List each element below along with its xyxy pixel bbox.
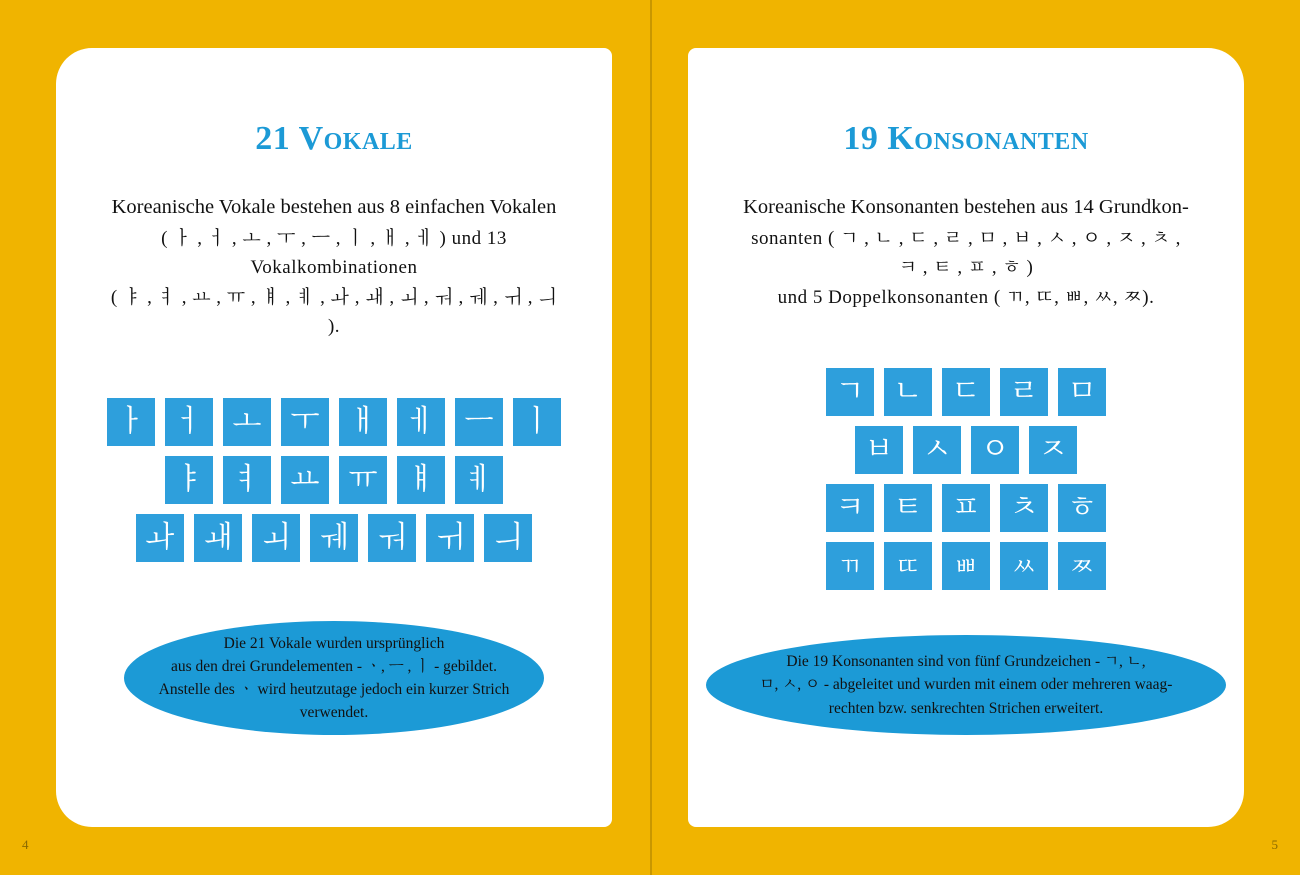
- consonant-tile-row: [855, 426, 1077, 474]
- left-note-line-2: aus den drei Grundelementen - ㆍ, ㅡ , ㅣ - gebildet.: [171, 657, 497, 675]
- consonant-tile[interactable]: ㄸ: [884, 542, 932, 590]
- left-note-bubble: [124, 621, 544, 735]
- consonant-tile[interactable]: ㅁ: [1058, 368, 1106, 416]
- vowel-tile[interactable]: ㅟ: [426, 514, 474, 562]
- left-note-bubble-wrap: [56, 621, 612, 735]
- page-gutter: [650, 0, 652, 875]
- vowel-tile[interactable]: ㅜ: [281, 398, 329, 446]
- page-number-right: 5: [1271, 837, 1278, 852]
- consonant-tile[interactable]: ㅇ: [971, 426, 1019, 474]
- vowel-tile[interactable]: ㅕ: [223, 456, 271, 504]
- consonant-tile-row: [826, 542, 1106, 590]
- vowel-tile[interactable]: ㅐ: [339, 398, 387, 446]
- vowel-tile[interactable]: ㅏ: [107, 398, 155, 446]
- vowel-tile[interactable]: ㅛ: [281, 456, 329, 504]
- consonant-tile[interactable]: ㄷ: [942, 368, 990, 416]
- right-note-line-2: ㅁ, ㅅ, ㅇ - abgeleitet und wurden mit einem oder mehreren waag-: [759, 676, 1173, 694]
- right-note-line-3: rechten bzw. senkrechten Strichen erweitert.: [828, 699, 1104, 717]
- vowel-tile-row: [136, 514, 532, 562]
- consonant-tile-row: [826, 368, 1106, 416]
- left-intro-paragraph: [108, 192, 560, 342]
- vowel-tile[interactable]: ㅑ: [165, 456, 213, 504]
- vowel-tile-grid: [56, 398, 612, 562]
- consonant-tile[interactable]: ㅋ: [826, 484, 874, 532]
- vowel-tile[interactable]: ㅗ: [223, 398, 271, 446]
- right-page-card: [688, 48, 1244, 827]
- vowel-tile[interactable]: ㅞ: [310, 514, 358, 562]
- left-page-card: [56, 48, 612, 827]
- page-number-left: 4: [22, 837, 29, 852]
- vowel-tile[interactable]: ㅒ: [397, 456, 445, 504]
- left-intro-line-2: ( ㅏ , ㅓ , ㅗ , ㅜ , ㅡ , ㅣ , ㅐ , ㅔ ) und 13 Vokalkombinationen: [161, 227, 507, 279]
- right-intro-line-1: Koreanische Konsonanten bestehen aus 14 Grundkon-: [743, 196, 1189, 218]
- right-intro-line-2: sonanten ( ㄱ , ㄴ , ㄷ , ㄹ , ㅁ , ㅂ , ㅅ , ㅇ , ㅈ , ㅊ , ㅋ , ㅌ , ㅍ , ㅎ ): [751, 227, 1181, 279]
- vowel-tile[interactable]: ㅣ: [513, 398, 561, 446]
- consonant-tile[interactable]: ㅊ: [1000, 484, 1048, 532]
- left-note-line-3: Anstelle des ㆍ wird heutzutage jedoch ein kurzer Strich: [158, 681, 510, 698]
- consonant-tile[interactable]: ㄴ: [884, 368, 932, 416]
- consonant-tile[interactable]: ㅉ: [1058, 542, 1106, 590]
- vowel-tile[interactable]: ㅔ: [397, 398, 445, 446]
- right-note-bubble-wrap: [688, 635, 1244, 735]
- left-intro-line-1: Koreanische Vokale bestehen aus 8 einfachen Vokalen: [111, 196, 557, 218]
- vowel-tile[interactable]: ㅚ: [252, 514, 300, 562]
- right-note-line-1: Die 19 Konsonanten sind von fünf Grundzeichen - ㄱ, ㄴ,: [786, 653, 1146, 671]
- consonant-tile[interactable]: ㅃ: [942, 542, 990, 590]
- consonant-tile[interactable]: ㄹ: [1000, 368, 1048, 416]
- consonant-tile[interactable]: ㅌ: [884, 484, 932, 532]
- right-intro-line-3: und 5 Doppelkonsonanten ( ㄲ, ㄸ, ㅃ, ㅆ, ㅉ).: [777, 286, 1155, 308]
- page-title: 21 Vokale: [255, 120, 413, 157]
- consonant-tile[interactable]: ㅅ: [913, 426, 961, 474]
- vowel-tile[interactable]: ㅝ: [368, 514, 416, 562]
- vowel-tile[interactable]: ㅙ: [194, 514, 242, 562]
- vowel-tile[interactable]: ㅢ: [484, 514, 532, 562]
- vowel-tile[interactable]: ㅠ: [339, 456, 387, 504]
- right-note-bubble: [706, 635, 1226, 735]
- vowel-tile[interactable]: ㅘ: [136, 514, 184, 562]
- right-intro-paragraph: [740, 192, 1192, 312]
- left-note-line-1: Die 21 Vokale wurden ursprünglich: [223, 634, 445, 652]
- vowel-tile-row: [165, 456, 503, 504]
- right-page: [650, 0, 1300, 875]
- page-title: 19 Konsonanten: [843, 120, 1089, 157]
- vowel-tile[interactable]: ㅓ: [165, 398, 213, 446]
- consonant-tile[interactable]: ㄲ: [826, 542, 874, 590]
- consonant-tile[interactable]: ㅍ: [942, 484, 990, 532]
- consonant-tile[interactable]: ㅎ: [1058, 484, 1106, 532]
- left-intro-line-3: ( ㅑ , ㅕ , ㅛ , ㅠ , ㅒ , ㅖ , ㅘ , ㅙ , ㅚ , ㅝ , ㅞ , ㅟ , ㅢ ).: [110, 286, 558, 338]
- vowel-tile-row: [107, 398, 561, 446]
- consonant-tile-row: [826, 484, 1106, 532]
- consonant-tile-grid: [688, 368, 1244, 590]
- vowel-tile[interactable]: ㅡ: [455, 398, 503, 446]
- consonant-tile[interactable]: ㄱ: [826, 368, 874, 416]
- consonant-tile[interactable]: ㅈ: [1029, 426, 1077, 474]
- left-note-line-4: verwendet.: [299, 704, 369, 722]
- consonant-tile[interactable]: ㅆ: [1000, 542, 1048, 590]
- consonant-tile[interactable]: ㅂ: [855, 426, 903, 474]
- vowel-tile[interactable]: ㅖ: [455, 456, 503, 504]
